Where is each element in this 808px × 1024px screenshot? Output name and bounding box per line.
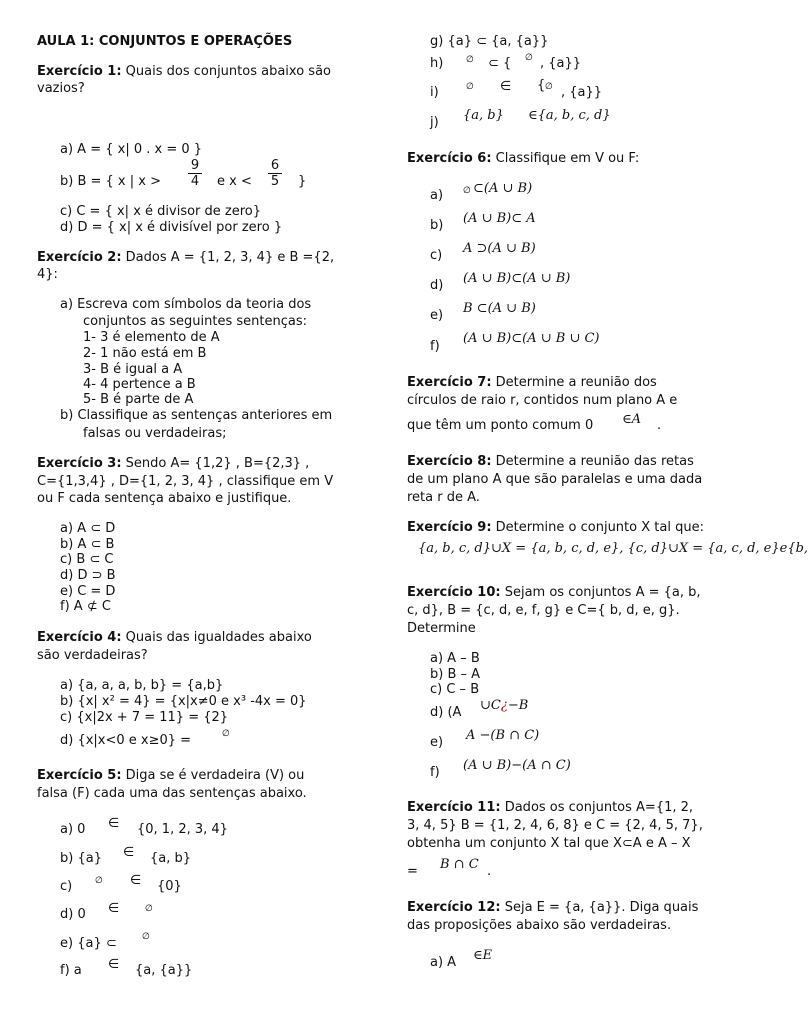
exercise-5-item-c: c) (60, 879, 73, 894)
exercise-4-item-c: c) {x|2x + 7 = 11} = {2} (60, 710, 229, 725)
exercise-1-item-c: c) C = { x| x é divisor de zero} (60, 204, 262, 219)
exercise-10-label-f: f) (430, 765, 440, 780)
math-set-abcd: ∈{a, b, c, d} (528, 108, 611, 123)
exercise-3-item: f) A ⊄ C (60, 599, 111, 614)
exercise-12-text: das proposições abaixo são verdadeiras. (407, 918, 672, 933)
fraction-6-5: $\frac{6}{5}$ (268, 158, 282, 189)
exercise-3-text: ou F cada sentença abaixo e justifique. (37, 491, 292, 506)
equals-sign: = (407, 864, 418, 879)
period: . (657, 418, 662, 433)
exercise-11-formula: B ∩ C (440, 857, 479, 872)
element-of-symbol: ∈ (108, 957, 120, 972)
empty-set-symbol: ∅ (145, 904, 153, 914)
exercise-10-text: Determine (407, 621, 476, 636)
subset-symbol: ⊂ { (488, 56, 512, 71)
exercise-8-text: reta r de A. (407, 490, 480, 505)
page-title: AULA 1: CONJUNTOS E OPERAÇÕES (37, 34, 293, 49)
sentence-3: 3- B é igual a A (83, 362, 183, 377)
exercise-10-item-b: b) B – A (430, 667, 481, 682)
exercise-2-heading: Exercício 2: Dados A = {1, 2, 3, 4} e B ={2, (37, 250, 335, 265)
exercise-4-item-d: d) {x|x<0 e x≥0} = (60, 733, 192, 748)
exercise-6-label-c: c) (430, 248, 443, 263)
element-of-symbol: ∈ (123, 845, 135, 860)
empty-set-symbol: ∅ (466, 55, 474, 65)
sentence-4: 4- 4 pertence a B (83, 377, 196, 392)
exercise-5-item-g: g) {a} ⊂ {a, {a}} (430, 34, 549, 49)
exercise-4-text: são verdadeiras? (37, 648, 148, 663)
empty-set-symbol: ∅ (142, 932, 150, 942)
exercise-10-heading: Exercício 10: Sejam os conjuntos A = {a, b, (407, 585, 701, 600)
exercise-8-heading: Exercício 8: Determine a reunião das retas (407, 454, 694, 469)
sentence-5: 5- B é parte de A (83, 392, 194, 407)
sentence-2: 2- 1 não está em B (83, 346, 207, 361)
exercise-6-label-a: a) (430, 188, 444, 203)
exercise-6-label-b: b) (430, 218, 444, 233)
element-of-symbol: ∈ (108, 816, 120, 831)
element-of-symbol: ∈ (500, 79, 512, 94)
math-set-ab: {a, b} (463, 108, 504, 123)
exercise-10-formula-f: (A ∪ B)−(A ∩ C) (463, 758, 571, 773)
exercise-3-item: d) D ⊃ B (60, 568, 116, 583)
exercise-6-heading: Exercício 6: Classifique em V ou F: (407, 151, 640, 166)
exercise-11-text: 3, 4, 5} B = {1, 2, 4, 6, 8} e C = {2, 4, 5, 7}, (407, 818, 703, 833)
element-of-symbol: ∈ (130, 873, 142, 888)
exercise-2-item-a-cont: conjuntos as seguintes sentenças: (83, 314, 307, 329)
empty-set-symbol: ∅ (463, 186, 471, 196)
exercise-10-formula-e: A −(B ∩ C) (466, 728, 540, 743)
exercise-2-item-a: a) Escreva com símbolos da teoria dos (60, 297, 312, 312)
exercise-3-item: e) C = D (60, 584, 116, 599)
empty-set-symbol: ∅ (95, 876, 103, 886)
empty-set-symbol: ∅ (466, 82, 474, 92)
exercise-3-item: a) A ⊂ D (60, 521, 116, 536)
exercise-5-item-a: a) 0 (60, 822, 86, 837)
exercise-2-text: 4}: (37, 267, 58, 282)
exercise-6-label-d: d) (430, 278, 444, 293)
exercise-11-heading: Exercício 11: Dados os conjuntos A={1, 2, (407, 800, 694, 815)
exercise-5-item-c-set: {0} (157, 879, 182, 894)
exercise-5-item-f: f) a (60, 963, 82, 978)
exercise-10-text: c, d}, B = {c, d, e, f, g} e C={ b, d, e, g}. (407, 603, 680, 618)
exercise-4-item-a: a) {a, a, a, b, b} = {a,b} (60, 678, 224, 693)
exercise-10-item-c: c) C – B (430, 682, 480, 697)
exercise-6-label-f: f) (430, 339, 440, 354)
exercise-7-text: círculos de raio r, contidos num plano A e (407, 393, 678, 408)
exercise-5-item-b: b) {a} (60, 851, 102, 866)
empty-set-symbol: ∅ (545, 82, 553, 92)
exercise-12-item-a: a) A (430, 955, 457, 970)
exercise-12-heading: Exercício 12: Seja E = {a, {a}}. Diga quais (407, 900, 699, 915)
fraction-9-4: $\frac{9}{4}$ (188, 158, 202, 189)
exercise-5-item-h: h) (430, 56, 444, 71)
exercise-7-heading: Exercício 7: Determine a reunião dos (407, 375, 657, 390)
exercise-5-item-i: i) (430, 85, 439, 100)
empty-set-symbol: ∅ (222, 729, 230, 739)
exercise-5-item-b-set: {a, b} (150, 851, 192, 866)
exercise-5-item-f-set: {a, {a}} (135, 963, 193, 978)
exercise-5-item-j: j) (430, 115, 439, 130)
exercise-2-item-b-cont: falsas ou verdadeiras; (83, 426, 227, 441)
exercise-2-item-b: b) Classifique as sentenças anteriores em (60, 408, 333, 423)
period: . (487, 864, 492, 879)
exercise-5-item-i-end: , {a}} (561, 85, 603, 100)
brace-open: { (537, 78, 546, 93)
element-of-symbol: ∈ (108, 901, 120, 916)
exercise-7-text: que têm um ponto comum 0 (407, 418, 594, 433)
exercise-1-item-d: d) D = { x| x é divisível por zero } (60, 220, 283, 235)
exercise-5-text: falsa (F) cada uma das sentenças abaixo. (37, 786, 307, 801)
exercise-1-item-a: a) A = { x| 0 . x = 0 } (60, 142, 203, 157)
exercise-6-formula-f: (A ∪ B)⊂(A ∪ B ∪ C) (463, 331, 600, 346)
exercise-5-item-d: d) 0 (60, 907, 86, 922)
exercise-10-item-a: a) A – B (430, 651, 480, 666)
exercise-9-formula: {a, b, c, d}∪X = {a, b, c, d, e}, {c, d}∪X = {a, c, d, e}e{b, (418, 541, 808, 556)
exercise-3-item: b) A ⊂ B (60, 537, 115, 552)
exercise-1-text: vazios? (37, 81, 85, 96)
exercise-11-text: obtenha um conjunto X tal que X⊂A e A – X (407, 836, 691, 851)
math-element-of-E: ∈E (473, 948, 493, 963)
exercise-10-item-d: d) (A (430, 705, 462, 720)
exercise-1-item-b: b) B = { x | x > (60, 174, 161, 189)
exercise-1-item-b-end: } (298, 174, 307, 189)
sentence-1: 1- 3 é elemento de A (83, 330, 220, 345)
exercise-8-text: de um plano A que são paralelas e uma dada (407, 472, 703, 487)
exercise-6-label-e: e) (430, 308, 444, 323)
exercise-6-formula-a: ⊂(A ∪ B) (473, 181, 533, 196)
exercise-1-item-b-mid: e x < (217, 174, 252, 189)
exercise-6-formula-c: A ⊃(A ∪ B) (463, 241, 536, 256)
math-element-of-A: ∈A (622, 412, 642, 427)
exercise-9-heading: Exercício 9: Determine o conjunto X tal que: (407, 520, 704, 535)
exercise-3-heading: Exercício 3: Sendo A= {1,2} , B={2,3} , (37, 456, 310, 471)
exercise-10-formula-d: ∪C¿−B (480, 698, 529, 713)
exercise-4-heading: Exercício 4: Quais das igualdades abaixo (37, 630, 312, 645)
exercise-4-item-b: b) {x| x² = 4} = {x|x≠0 e x³ -4x = 0} (60, 694, 307, 709)
exercise-5-item-h-end: , {a}} (540, 56, 582, 71)
exercise-6-formula-e: B ⊂(A ∪ B) (463, 301, 536, 316)
exercise-5-item-a-set: {0, 1, 2, 3, 4} (137, 822, 228, 837)
exercise-3-text: C={1,3,4} , D={1, 2, 3, 4} , classifique em V (37, 474, 334, 489)
exercise-6-formula-d: (A ∪ B)⊂(A ∪ B) (463, 271, 571, 286)
exercise-5-heading: Exercício 5: Diga se é verdadeira (V) ou (37, 768, 305, 783)
empty-set-symbol: ∅ (525, 53, 533, 63)
exercise-6-formula-b: (A ∪ B)⊂ A (463, 211, 536, 226)
exercise-1-heading: Exercício 1: Quais dos conjuntos abaixo são (37, 64, 331, 79)
exercise-5-item-e: e) {a} ⊂ (60, 936, 117, 951)
exercise-10-label-e: e) (430, 735, 444, 750)
exercise-3-item: c) B ⊂ C (60, 552, 114, 567)
